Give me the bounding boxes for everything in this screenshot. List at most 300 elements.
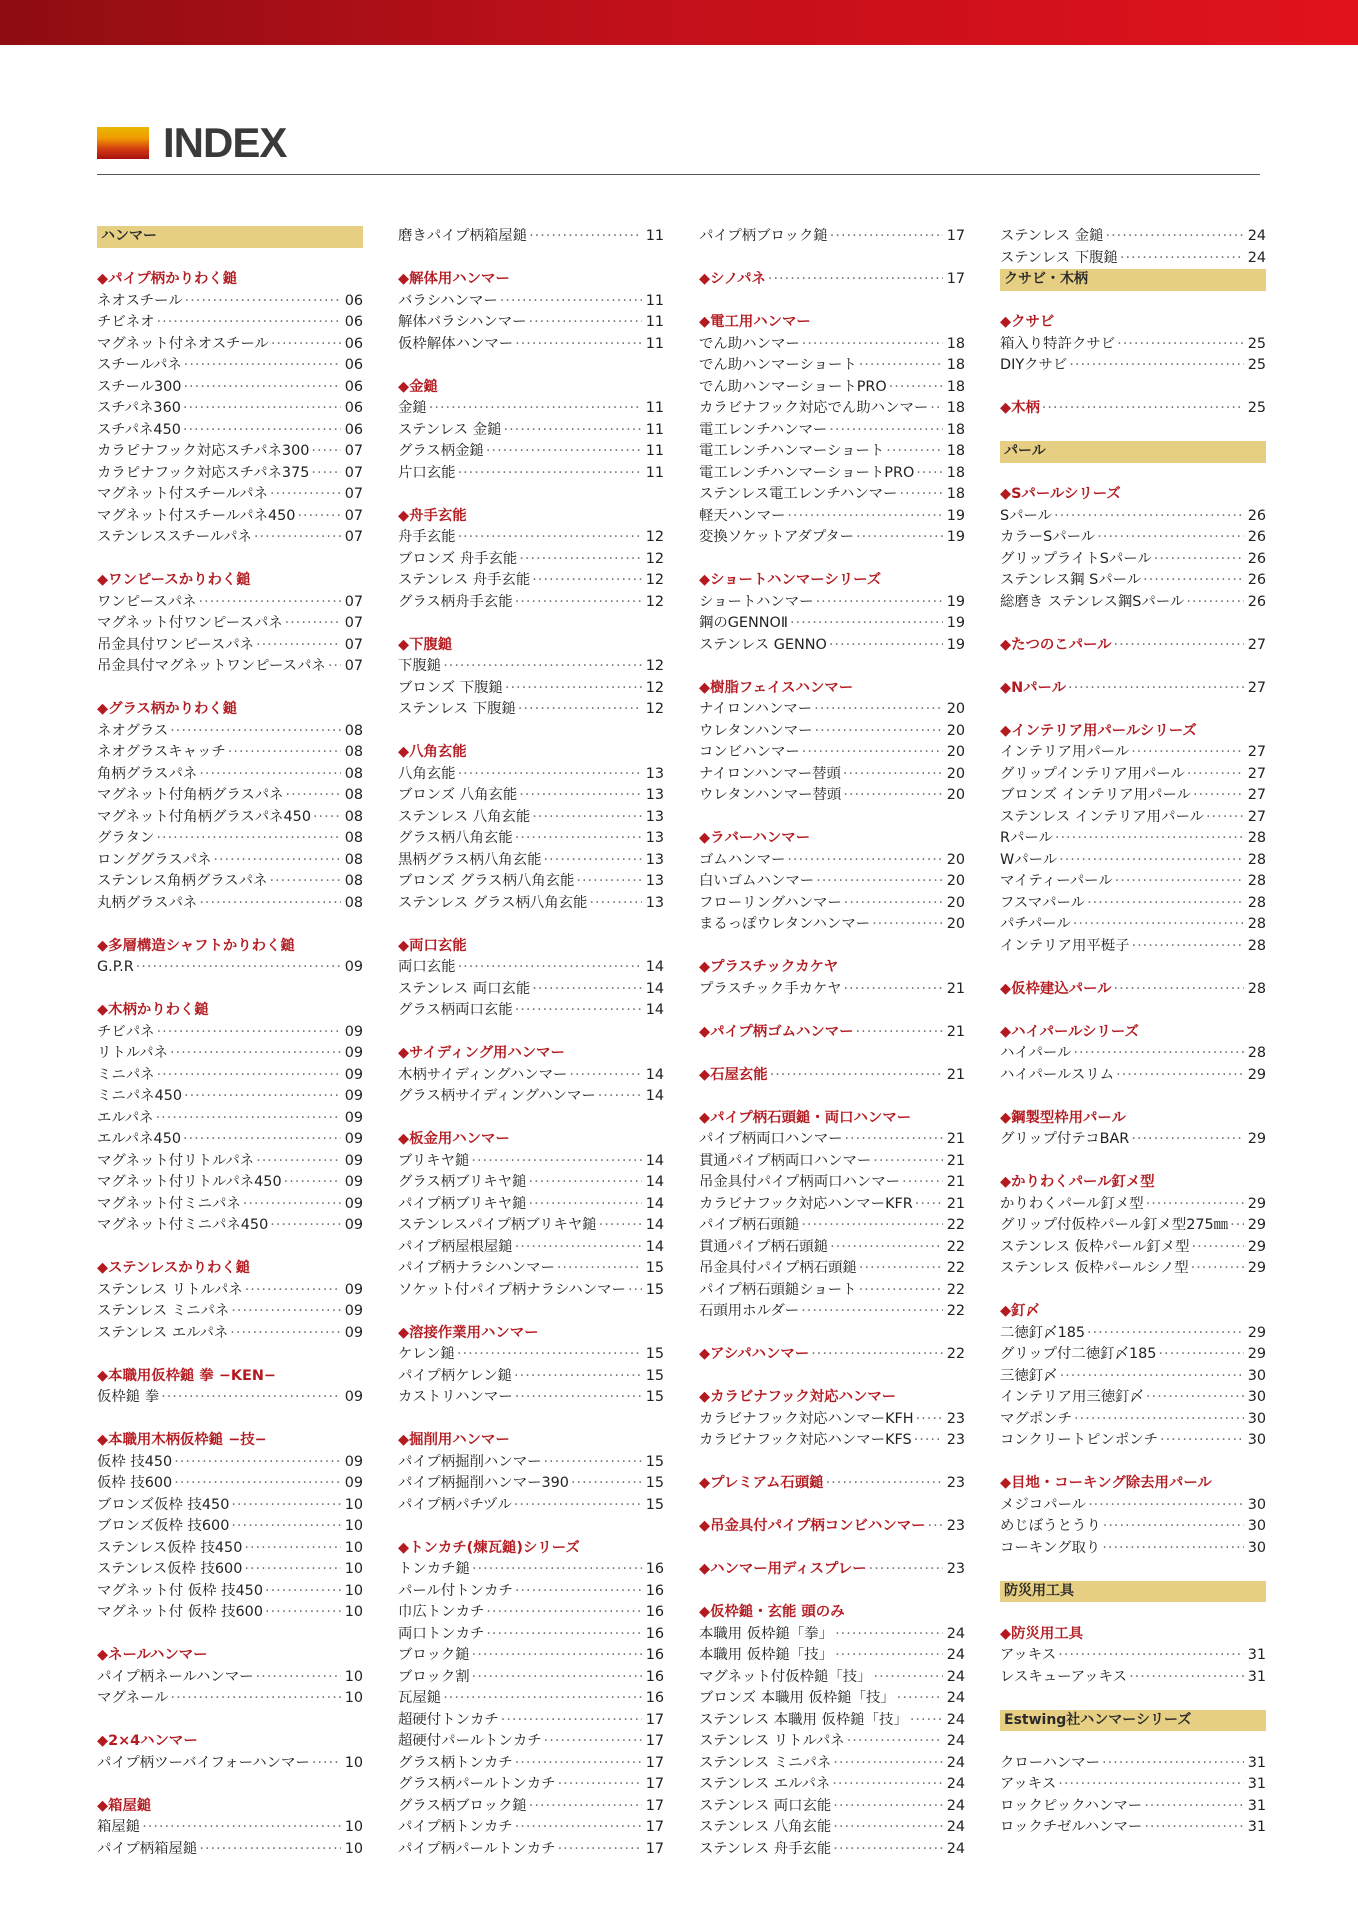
- page-number: 13: [645, 851, 664, 868]
- index-entry: [398, 1065, 664, 1087]
- dot-leader: [859, 1258, 943, 1280]
- dot-leader: [1115, 871, 1244, 893]
- entry-label: 下腹鎚: [398, 658, 442, 674]
- entry-label: ステンレススチールパネ: [97, 529, 252, 545]
- page-number: 29: [1247, 1238, 1266, 1255]
- index-entry: [398, 764, 664, 786]
- page-number: 15: [645, 1281, 664, 1298]
- dot-leader: [157, 1022, 341, 1044]
- entry-label: グラス柄両口玄能: [398, 1002, 513, 1018]
- section-heading: [1000, 1108, 1266, 1130]
- page-number: 18: [946, 400, 965, 416]
- index-entry: [97, 742, 363, 764]
- index-entry: [699, 1731, 965, 1753]
- section-heading: [398, 269, 664, 291]
- section-label: ◆本職用木柄仮枠鎚 −技−: [97, 1432, 267, 1448]
- dot-leader: [284, 1172, 341, 1194]
- entry-label: ミニパネ450: [97, 1088, 183, 1104]
- spacer: [1000, 1452, 1266, 1474]
- page-number: 06: [344, 335, 363, 352]
- entry-label: ステンレス 仮枠パール釘メ型: [1000, 1238, 1190, 1255]
- index-entry: [1000, 1323, 1266, 1345]
- dot-leader: [199, 764, 341, 786]
- dot-leader: [269, 871, 341, 893]
- page-number: 18: [946, 378, 965, 395]
- index-entry: [1000, 914, 1266, 936]
- dot-leader: [844, 893, 943, 915]
- page-number: 09: [344, 1045, 363, 1061]
- index-entry: [97, 463, 363, 485]
- entry-label: 角柄グラスパネ: [97, 765, 198, 782]
- spacer: [1000, 613, 1266, 635]
- page-number: 15: [645, 1260, 664, 1276]
- index-entry: [699, 1624, 965, 1646]
- category-heading: ハンマー: [97, 226, 363, 248]
- index-entry: [398, 291, 664, 313]
- entry-label: パイプ柄ネールハンマー: [97, 1668, 254, 1685]
- index-entry: [699, 871, 965, 893]
- dot-leader: [519, 549, 642, 571]
- entry-label: 電工レンチハンマーショートPRO: [699, 464, 915, 481]
- entry-label: ブリキヤ鎚: [398, 1152, 470, 1169]
- entry-label: 総磨き ステンレス鋼Sパール: [1000, 593, 1185, 610]
- dot-leader: [500, 291, 642, 313]
- page-number: 11: [645, 443, 664, 459]
- entry-label: コンビハンマー: [699, 744, 800, 760]
- section-label: ◆Nパール: [1000, 679, 1066, 696]
- index-entry: [398, 807, 664, 829]
- page-number: 21: [946, 980, 965, 997]
- spacer: [97, 979, 363, 1001]
- dot-leader: [244, 1559, 341, 1581]
- dot-leader: [833, 1817, 943, 1839]
- index-entry: [1000, 1667, 1266, 1689]
- index-entry: [398, 850, 664, 872]
- index-entry: [398, 463, 664, 485]
- page-number: 09: [344, 1324, 363, 1341]
- dot-leader: [443, 656, 642, 678]
- entry-label: スチールパネ: [97, 357, 182, 373]
- dot-leader: [443, 1688, 642, 1710]
- entry-label: パイプ柄屋根屋鎚: [398, 1238, 513, 1255]
- dot-leader: [826, 1473, 943, 1495]
- dot-leader: [1186, 592, 1244, 614]
- section-heading: [1000, 1624, 1266, 1646]
- index-entry: [1000, 936, 1266, 958]
- index-entry: [1000, 850, 1266, 872]
- index-entry: [398, 1559, 664, 1581]
- entry-label: ネオグラス: [97, 722, 169, 739]
- dot-leader: [557, 1258, 642, 1280]
- page-number: 14: [645, 1002, 664, 1018]
- index-entry: [398, 1774, 664, 1796]
- entry-label: カラビナフック対応でん助ハンマー: [699, 400, 929, 416]
- index-entry: [699, 1129, 965, 1151]
- index-entry: [1000, 1753, 1266, 1775]
- entry-label: ブロンズ仮枠 技600: [97, 1518, 230, 1534]
- entry-label: ステンレス 舟手玄能: [398, 572, 531, 588]
- section-heading: [1000, 1301, 1266, 1323]
- page-number: 15: [645, 1346, 664, 1362]
- page-number: 26: [1247, 507, 1266, 524]
- dot-leader: [1193, 785, 1244, 807]
- page-number: 13: [645, 808, 664, 825]
- page-number: 09: [344, 1217, 363, 1233]
- entry-label: チビパネ: [97, 1023, 155, 1040]
- dot-leader: [1087, 1323, 1244, 1345]
- section-heading: [1000, 1473, 1266, 1495]
- dot-leader: [811, 1344, 943, 1366]
- page-number: 16: [645, 1604, 664, 1620]
- entry-label: 吊金具付パイプ柄両口ハンマー: [699, 1174, 901, 1190]
- page-number: 26: [1247, 529, 1266, 545]
- entry-label: 瓦屋鎚: [398, 1690, 442, 1706]
- page-number: 21: [946, 1152, 965, 1169]
- spacer: [1000, 377, 1266, 399]
- page-number: 13: [645, 894, 664, 911]
- index-entry: [97, 420, 363, 442]
- page-number: 17: [946, 228, 965, 244]
- index-entry: [1000, 334, 1266, 356]
- entry-label: ロンググラスパネ: [97, 851, 212, 868]
- entry-label: カラーSパール: [1000, 529, 1096, 545]
- spacer: [699, 1323, 965, 1345]
- dot-leader: [136, 957, 341, 979]
- entry-label: マグネット付ワンピースパネ: [97, 615, 283, 631]
- dot-leader: [472, 1559, 642, 1581]
- index-entry: [97, 1108, 363, 1130]
- dot-leader: [558, 1839, 642, 1861]
- index-entry: [97, 592, 363, 614]
- dot-leader: [843, 764, 943, 786]
- entry-label: グラス柄ブロック鎚: [398, 1797, 527, 1814]
- index-entry: [398, 1172, 664, 1194]
- section-label: ◆パイプ柄かりわく鎚: [97, 271, 238, 287]
- section-label: ◆八角玄能: [398, 744, 467, 760]
- index-entry: [699, 420, 965, 442]
- index-entry: [97, 1559, 363, 1581]
- dot-leader: [1230, 1215, 1244, 1237]
- spacer: [1000, 1602, 1266, 1624]
- section-label: ◆グラス柄かりわく鎚: [97, 701, 238, 717]
- dot-leader: [265, 1581, 341, 1603]
- entry-label: グリップライトSパール: [1000, 550, 1152, 567]
- page-number: 30: [1247, 1518, 1266, 1534]
- dot-leader: [429, 398, 642, 420]
- entry-label: マグネット付 仮枠 技600: [97, 1604, 263, 1620]
- dot-leader: [1042, 398, 1244, 420]
- entry-label: パイプ柄パールトンカチ: [398, 1840, 556, 1857]
- spacer: [1000, 1559, 1266, 1581]
- dot-leader: [532, 807, 642, 829]
- dot-leader: [1206, 807, 1244, 829]
- page-number: 25: [1247, 400, 1266, 416]
- spacer: [699, 1452, 965, 1474]
- dot-leader: [171, 1688, 341, 1710]
- page-number: 18: [946, 357, 965, 373]
- spacer: [1000, 1688, 1266, 1710]
- dot-leader: [787, 506, 943, 528]
- index-entry: [699, 377, 965, 399]
- section-label: ◆舟手玄能: [398, 507, 467, 524]
- index-entry: [1000, 1215, 1266, 1237]
- entry-label: 仮枠鎚 拳: [97, 1389, 160, 1405]
- page-number: 23: [946, 1561, 965, 1577]
- entry-label: ステンレス仮枠 技600: [97, 1561, 243, 1577]
- entry-label: ステンレス 両口玄能: [398, 980, 531, 997]
- page-number: 30: [1247, 1539, 1266, 1556]
- page-number: 24: [946, 1690, 965, 1706]
- entry-label: 超硬付トンカチ: [398, 1711, 499, 1728]
- entry-label: グリップインテリア用パール: [1000, 765, 1185, 782]
- dot-leader: [265, 1602, 341, 1624]
- page-number: 12: [645, 529, 664, 545]
- entry-label: ステンレス 八角玄能: [699, 1819, 832, 1835]
- index-entry: [97, 334, 363, 356]
- page-number: 15: [645, 1496, 664, 1513]
- entry-label: マグネット付スチールパネ450: [97, 507, 296, 524]
- entry-label: トンカチ鎚: [398, 1561, 470, 1577]
- entry-label: ゴムハンマー: [699, 851, 786, 868]
- dot-leader: [1102, 1753, 1244, 1775]
- index-entry: [97, 312, 363, 334]
- dot-leader: [213, 850, 341, 872]
- entry-label: グラス柄ブリキヤ鎚: [398, 1174, 527, 1190]
- page-number: 08: [344, 873, 363, 889]
- dot-leader: [1114, 979, 1244, 1001]
- page-number: 23: [946, 1518, 965, 1534]
- dot-leader: [285, 613, 341, 635]
- entry-label: フスマパール: [1000, 894, 1086, 911]
- page-number: 08: [344, 722, 363, 739]
- page-number: 20: [946, 787, 965, 803]
- dot-leader: [199, 893, 341, 915]
- index-entry: [398, 1710, 664, 1732]
- page-number: 15: [645, 1453, 664, 1470]
- entry-label: ステンレス 八角玄能: [398, 808, 531, 825]
- index-entry: [1000, 1387, 1266, 1409]
- entry-label: ステンレス ミニパネ: [699, 1754, 832, 1771]
- section-heading: [699, 1108, 965, 1130]
- page-number: 20: [946, 851, 965, 868]
- page-number: 15: [645, 1475, 664, 1491]
- section-label: ◆Sパールシリーズ: [1000, 486, 1121, 502]
- index-entry: [97, 828, 363, 850]
- entry-label: ブロンズ 舟手玄能: [398, 550, 518, 567]
- index-entry: [699, 1258, 965, 1280]
- dot-leader: [472, 1667, 642, 1689]
- index-entry: [1000, 1344, 1266, 1366]
- index-entry: [699, 1172, 965, 1194]
- index-entry: [699, 613, 965, 635]
- spacer: [398, 355, 664, 377]
- page-number: 10: [344, 1754, 363, 1771]
- index-entry: [1000, 1645, 1266, 1667]
- section-heading: [699, 269, 965, 291]
- index-entry: [699, 764, 965, 786]
- section-label: ◆目地・コーキング除去用パール: [1000, 1475, 1212, 1491]
- page-number: 07: [344, 593, 363, 610]
- page-number: 29: [1247, 1195, 1266, 1212]
- section-label: ◆ネールハンマー: [97, 1647, 208, 1663]
- section-heading: [699, 1065, 965, 1087]
- dot-leader: [1120, 248, 1244, 270]
- section-heading: [97, 1645, 363, 1667]
- entry-label: マグネット付スチールパネ: [97, 486, 268, 502]
- section-heading: [1000, 635, 1266, 657]
- index-entry: [97, 291, 363, 313]
- dot-leader: [571, 1473, 642, 1495]
- page-number: 09: [344, 1109, 363, 1126]
- index-entry: [398, 1473, 664, 1495]
- entry-label: マグネット付リトルパネ450: [97, 1174, 282, 1190]
- dot-leader: [816, 592, 943, 614]
- entry-label: 吊金具付パイプ柄石頭鎚: [699, 1260, 857, 1276]
- dot-leader: [599, 1215, 642, 1237]
- entry-label: ソケット付パイプ柄ナラシハンマー: [398, 1281, 626, 1298]
- index-entry: [398, 1667, 664, 1689]
- dot-leader: [1058, 1774, 1244, 1796]
- index-entry: [1000, 893, 1266, 915]
- section-label: ◆トンカチ(煉瓦鎚)シリーズ: [398, 1539, 580, 1556]
- index-entry: [1000, 1258, 1266, 1280]
- page-number: 19: [946, 636, 965, 653]
- entry-label: ステンレス リトルパネ: [97, 1281, 243, 1298]
- index-entry: [398, 1624, 664, 1646]
- entry-label: グラス柄パールトンカチ: [398, 1776, 556, 1792]
- section-heading: [1000, 1022, 1266, 1044]
- section-label: ◆アシパハンマー: [699, 1346, 810, 1362]
- index-entry: [97, 1194, 363, 1216]
- section-label: ◆仮枠鎚・玄能 頭のみ: [699, 1604, 845, 1620]
- page-number: 24: [946, 1754, 965, 1771]
- dot-leader: [231, 1495, 341, 1517]
- index-entry: [398, 1237, 664, 1259]
- page-number: 14: [645, 1217, 664, 1233]
- index-entry: [699, 1774, 965, 1796]
- section-label: ◆釘〆: [1000, 1303, 1040, 1319]
- entry-label: 電工レンチハンマーショート: [699, 443, 885, 459]
- index-entry: [398, 1344, 664, 1366]
- index-entry: [97, 893, 363, 915]
- index-entry: [398, 678, 664, 700]
- entry-label: 電工レンチハンマー: [699, 421, 828, 438]
- dot-leader: [910, 1710, 943, 1732]
- dot-leader: [529, 1796, 642, 1818]
- index-entry: [398, 893, 664, 915]
- page-number: 14: [645, 1195, 664, 1212]
- page-number: 18: [946, 443, 965, 459]
- index-entry: [398, 1731, 664, 1753]
- entry-label: マグネット付仮枠鎚「技」: [699, 1668, 872, 1685]
- spacer: [398, 613, 664, 635]
- index-entry: [398, 1452, 664, 1474]
- dot-leader: [183, 420, 341, 442]
- entry-label: 二徳釘〆185: [1000, 1324, 1086, 1341]
- index-entry: [398, 828, 664, 850]
- index-entry: [398, 1280, 664, 1302]
- dot-leader: [859, 355, 943, 377]
- index-entry: [97, 1839, 363, 1861]
- spacer: [699, 1000, 965, 1022]
- index-entry: [699, 592, 965, 614]
- page-number: 10: [344, 1561, 363, 1577]
- index-entry: [97, 1151, 363, 1173]
- spacer: [699, 807, 965, 829]
- dot-leader: [286, 785, 341, 807]
- dot-leader: [768, 269, 943, 291]
- page-number: 25: [1247, 335, 1266, 352]
- entry-label: カストリハンマー: [398, 1389, 513, 1405]
- page-number: 28: [1247, 916, 1266, 932]
- dot-leader: [1114, 635, 1244, 657]
- spacer: [398, 721, 664, 743]
- dot-leader: [886, 441, 943, 463]
- entry-label: ブロック鎚: [398, 1647, 470, 1663]
- index-entry: [398, 699, 664, 721]
- entry-label: マグネール: [97, 1690, 169, 1706]
- dot-leader: [515, 592, 642, 614]
- page-number: 18: [946, 421, 965, 438]
- entry-label: DIYクサビ: [1000, 357, 1068, 373]
- dot-leader: [486, 1602, 642, 1624]
- dot-leader: [458, 957, 642, 979]
- index-entry: [699, 1409, 965, 1431]
- spacer: [1000, 463, 1266, 485]
- spacer: [398, 914, 664, 936]
- page-number: 16: [645, 1690, 664, 1706]
- dot-leader: [1059, 850, 1244, 872]
- section-heading: [699, 570, 965, 592]
- entry-label: ステンレス グラス柄八角玄能: [398, 894, 588, 911]
- section-heading: [699, 1473, 965, 1495]
- dot-leader: [830, 226, 943, 248]
- index-entry: [97, 1817, 363, 1839]
- page-number: 20: [946, 873, 965, 889]
- index-entry: [97, 957, 363, 979]
- index-entry: [398, 527, 664, 549]
- entry-label: ステンレス 仮枠パールシノ型: [1000, 1260, 1189, 1276]
- dot-leader: [859, 1280, 943, 1302]
- index-entry: [398, 1086, 664, 1108]
- dot-leader: [589, 893, 642, 915]
- index-entry: [97, 1602, 363, 1624]
- index-entry: [97, 807, 363, 829]
- spacer: [699, 1086, 965, 1108]
- section-heading: [398, 1129, 664, 1151]
- section-heading: [97, 1366, 363, 1388]
- dot-leader: [835, 1645, 943, 1667]
- section-label: ◆ショートハンマーシリーズ: [699, 572, 882, 588]
- section-label: ◆ステンレスかりわく鎚: [97, 1260, 251, 1276]
- spacer: [699, 1538, 965, 1560]
- index-entry: [97, 656, 363, 678]
- spacer: [1000, 1280, 1266, 1302]
- entry-label: エルパネ: [97, 1109, 154, 1126]
- entry-label: 金鎚: [398, 400, 427, 416]
- dot-leader: [199, 1839, 341, 1861]
- entry-label: 吊金具付マグネットワンピースパネ: [97, 658, 326, 674]
- dot-leader: [170, 721, 341, 743]
- page-number: 23: [946, 1432, 965, 1448]
- page-number: 11: [645, 400, 664, 416]
- entry-label: 白いゴムハンマー: [699, 873, 815, 889]
- index-entry: [97, 1667, 363, 1689]
- entry-label: パイプ柄石頭鎚: [699, 1217, 800, 1233]
- spacer: [1000, 291, 1266, 313]
- entry-label: 変換ソケットアダプター: [699, 529, 854, 545]
- spacer: [97, 248, 363, 270]
